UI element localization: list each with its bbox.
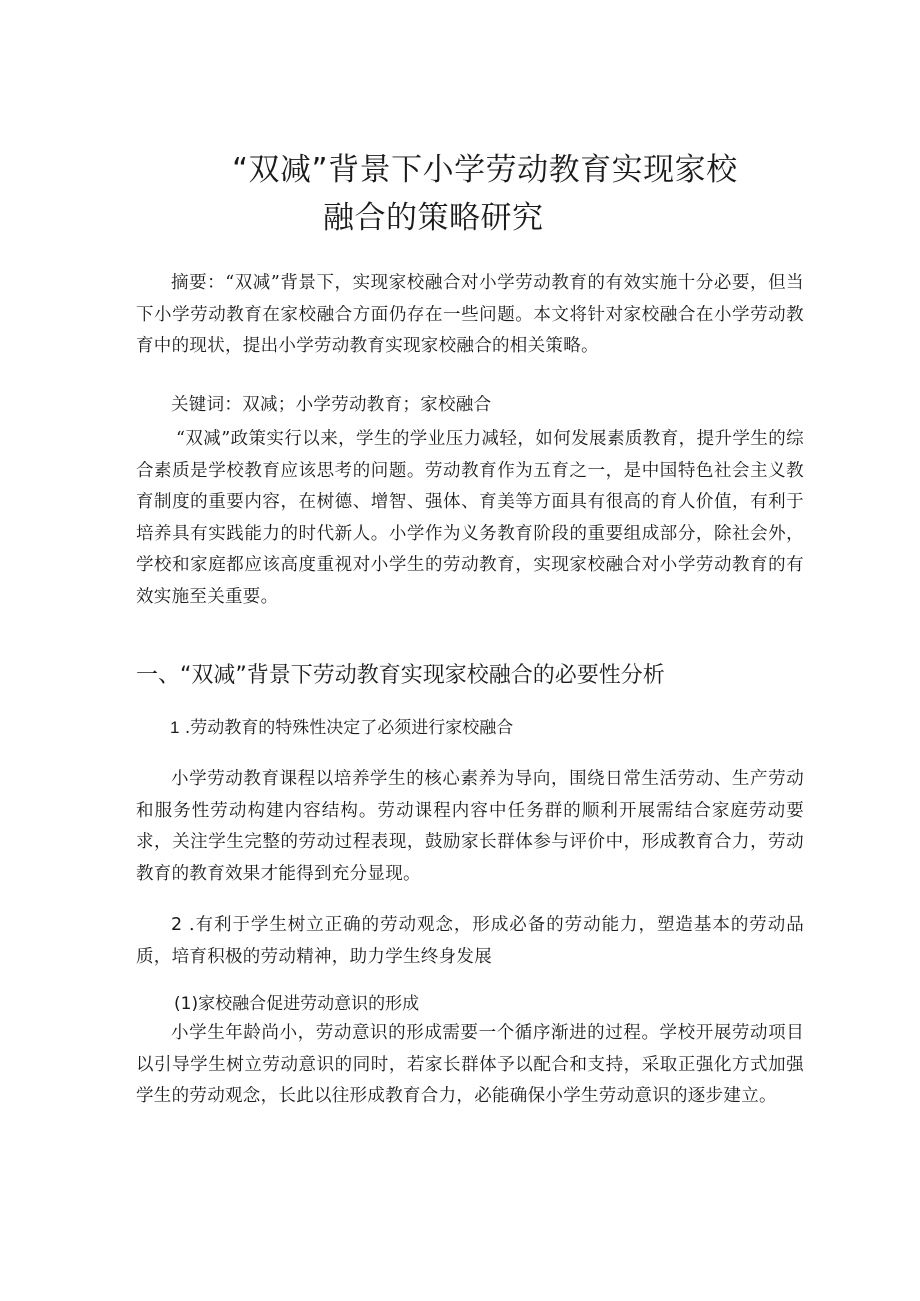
abstract-paragraph: 摘要：“双减”背景下，实现家校融合对小学劳动教育的有效实施十分必要，但当下小学劳动教育在家校融合方面仍存在一些问题。本文将针对家校融合在小学劳动教育中的现状，提出小学劳动教育实现家校融合的相关策略。 xyxy=(136,273,804,356)
paragraph-2: 小学生年龄尚小，劳动意识的形成需要一个循序渐进的过程。学校开展劳动项目以引导学生树立劳动意识的同时，若家长群体予以配合和支持，采取正强化方式加强学生的劳动观念，长此以往形成教育合力，必能确保小学生劳动意识的逐步建立。 xyxy=(136,1023,804,1106)
subsection-1-title xyxy=(170,714,513,742)
paragraph-1: 小学劳动教育课程以培养学生的核心素养为导向，围绕日常生活劳动、生产劳动和服务性劳动构建内容结构。劳动课程内容中任务群的顺利开展需结合家庭劳动要求，关注学生完整的劳动过程表现，鼓励家长群体参与评价中，形成教育合力，劳动教育的教育效果才能得到充分显现。 xyxy=(136,769,804,884)
subsection-2-1-title: (1)家校融合促进劳动意识的形成 xyxy=(174,994,420,1014)
subsection-1-text: .劳动教育的特殊性决定了必须进行家校融合 xyxy=(184,718,514,738)
subsection-2-number: 2 xyxy=(171,915,183,935)
document-title xyxy=(232,146,852,242)
subsection-2-text: .有利于学生树立正确的劳动观念，形成必备的劳动能力，塑造基本的劳动品质，培育积极的劳动精神，助力学生终身发展 xyxy=(136,915,804,967)
section-1-heading: 一、“双减”背景下劳动教育实现家校融合的必要性分析 xyxy=(136,663,665,688)
keywords-line: 关键词：双减；小学劳动教育；家校融合 xyxy=(171,395,492,415)
title-line-2: 融合的策略研究 xyxy=(323,200,544,236)
title-line-1: “双减”背景下小学劳动教育实现家校 xyxy=(232,152,738,188)
subsection-1-number: 1 xyxy=(170,718,180,737)
intro-paragraph: “双减”政策实行以来，学生的学业压力减轻，如何发展素质教育，提升学生的综合素质是学校教育应该思考的问题。劳动教育作为五育之一，是中国特色社会主义教育制度的重要内容，在树德、增智、强体、育美等方面具有很高的育人价值，有利于培养具有实践能力的时代新人。小学作为义务教育阶段的重要组成部分，除社会外，学校和家庭都应该高度重视对小学生的劳动教育，实现家校融合对小学劳动教育的有效实施至关重要。 xyxy=(136,429,804,607)
subsection-2-title xyxy=(136,910,804,973)
